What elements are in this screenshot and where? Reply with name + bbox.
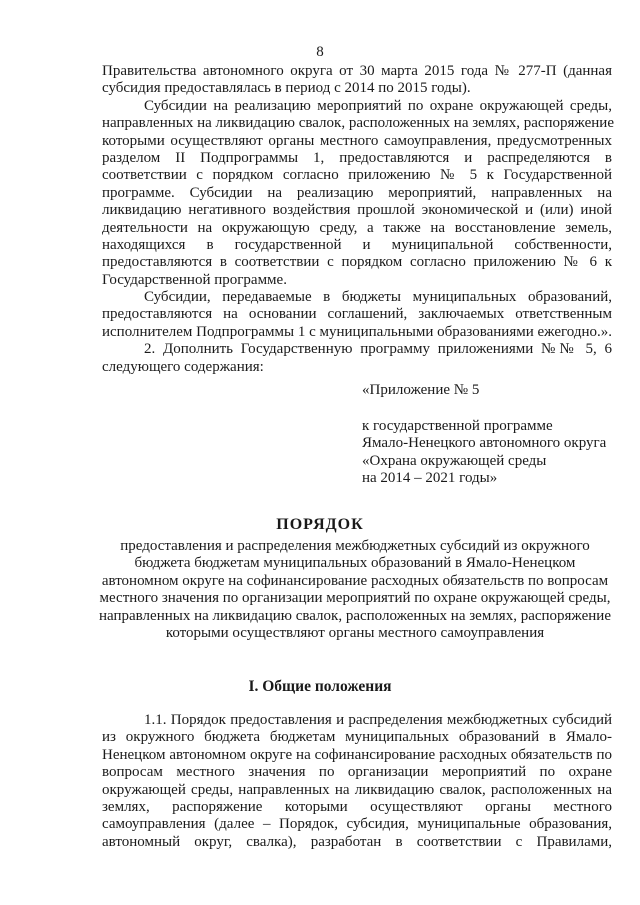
subtitle-line: которыми осуществляют органы местного самоуправления bbox=[165, 624, 545, 641]
document-title: ПОРЯДОК bbox=[276, 516, 364, 533]
text-line: ликвидацию негативного воздействия прошлой экономической и (или) иной bbox=[102, 202, 612, 219]
appendix-number: «Приложение № 5 bbox=[362, 382, 480, 398]
text-line: находящихся в государственной и муниципальной собственности, bbox=[102, 236, 612, 253]
text-line: 2. Дополнить Государственную программу приложениями №№ 5, 6 bbox=[144, 341, 612, 358]
page-number: 8 bbox=[316, 44, 324, 60]
appendix-line: «Охрана окружающей среды bbox=[362, 452, 547, 469]
section-heading: I. Общие положения bbox=[248, 678, 392, 695]
text-line: Правительства автономного округа от 30 марта 2015 года № 277-П (данная bbox=[102, 63, 612, 79]
text-line: окружающей среды, направленных на ликвидацию свалок, расположенных на bbox=[102, 781, 612, 798]
text-line: самоуправления (далее – Порядок, субсидия, муниципальные образования, bbox=[102, 816, 612, 833]
subtitle-line: автономном округе на софинансирование расходных обязательств по вопросам bbox=[101, 572, 609, 589]
text-line: следующего содержания: bbox=[102, 358, 264, 375]
document-subtitle bbox=[90, 538, 620, 642]
text-line: направленных на ликвидацию свалок, расположенных на землях, распоряжение bbox=[102, 115, 614, 132]
subtitle-line: бюджета бюджетам муниципальных образований в Ямало-Ненецком bbox=[134, 555, 576, 572]
text-line: автономный округ, свалка), разработан в соответствии с Правилами, bbox=[102, 833, 612, 850]
text-line: из окружного бюджета бюджетам муниципальных образований в Ямало- bbox=[102, 729, 612, 746]
body-text-block-2 bbox=[102, 712, 612, 851]
appendix-line: Ямало-Ненецкого автономного округа bbox=[362, 435, 607, 452]
text-line: Субсидии на реализацию мероприятий по охране окружающей среды, bbox=[144, 97, 612, 114]
text-line: Ненецком автономном округе на софинансирование расходных обязательств по bbox=[102, 746, 612, 763]
text-line: предоставляются на основании соглашений, заключаемых ответственным bbox=[102, 306, 612, 323]
appendix-block bbox=[362, 418, 622, 488]
text-line: программе. Субсидии на реализацию мероприятий, направленных на bbox=[102, 184, 612, 201]
text-line: 1.1. Порядок предоставления и распределения межбюджетных субсидий bbox=[144, 712, 612, 728]
subtitle-line: направленных на ликвидацию свалок, расположенных на землях, распоряжение bbox=[99, 607, 611, 624]
text-line: вопросам местного значения по организации мероприятий по охране bbox=[102, 764, 612, 781]
appendix-line: к государственной программе bbox=[362, 418, 553, 434]
text-line: исполнителем Подпрограммы 1 с муниципальными образованиями ежегодно.». bbox=[102, 323, 612, 340]
body-text-block-1 bbox=[102, 63, 612, 376]
subtitle-line: предоставления и распределения межбюджетных субсидий из окружного bbox=[120, 538, 590, 554]
appendix-line: на 2014 – 2021 годы» bbox=[362, 470, 498, 487]
text-line: деятельности на окружающую среду, а также на восстановление земель, bbox=[102, 219, 612, 236]
appendix-heading bbox=[362, 382, 622, 399]
text-line: разделом II Подпрограммы 1, предоставляются и распределяются в bbox=[102, 149, 612, 166]
text-line: которыми осуществляют органы местного самоуправления, предусмотренных bbox=[102, 132, 612, 149]
text-line: субсидия предоставлялась в период с 2014 по 2015 годы). bbox=[102, 80, 471, 97]
text-line: соответствии с порядком согласно приложению № 5 к Государственной bbox=[102, 167, 612, 184]
text-line: землях, распоряжение которыми осуществляют органы местного bbox=[102, 798, 612, 815]
text-line: Субсидии, передаваемые в бюджеты муниципальных образований, bbox=[144, 289, 612, 306]
subtitle-line: местного значения по организации мероприятий по охране окружающей среды, bbox=[99, 590, 611, 607]
text-line: Государственной программе. bbox=[102, 271, 287, 288]
text-line: предоставляются в соответствии с порядком согласно приложению № 6 к bbox=[102, 254, 612, 271]
